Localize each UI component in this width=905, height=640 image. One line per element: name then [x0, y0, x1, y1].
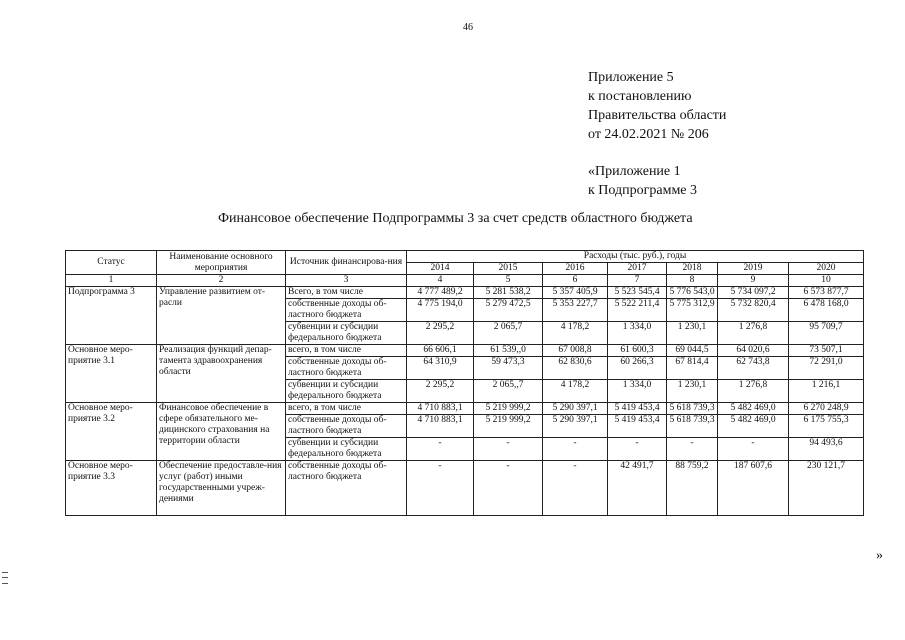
amount-cell: 5 775 312,9 — [667, 299, 718, 322]
amount-cell: 5 419 453,4 — [608, 415, 667, 438]
page-number: 46 — [463, 22, 473, 33]
amount-cell: 88 759,2 — [667, 461, 718, 516]
amount-cell: 5 482 469,0 — [718, 403, 789, 415]
amount-cell: 5 732 820,4 — [718, 299, 789, 322]
column-number: 2 — [157, 275, 286, 287]
amount-cell: - — [543, 461, 608, 516]
funding-source-cell: субвенции и субсидии федерального бюджета — [286, 438, 407, 461]
amount-cell: 5 219 999,2 — [474, 403, 543, 415]
amount-cell: 42 491,7 — [608, 461, 667, 516]
amount-cell: 4 710 883,1 — [407, 403, 474, 415]
appendix-line: к постановлению — [588, 89, 692, 104]
column-number: 7 — [608, 275, 667, 287]
amount-cell: 67 814,4 — [667, 357, 718, 380]
column-number: 1 — [66, 275, 157, 287]
amount-cell: 60 266,3 — [608, 357, 667, 380]
amount-cell: 59 473,3 — [474, 357, 543, 380]
table-row — [66, 345, 864, 357]
column-number: 9 — [718, 275, 789, 287]
funding-source-cell: всего, в том числе — [286, 403, 407, 415]
funding-source-cell: всего, в том числе — [286, 345, 407, 357]
activity-name-cell: Реализация функций депар-тамента здравоохранения области — [157, 345, 286, 403]
amount-cell: 5 522 211,4 — [608, 299, 667, 322]
table-row — [66, 403, 864, 415]
table-row — [66, 461, 864, 516]
amount-cell: 1 230,1 — [667, 380, 718, 403]
status-cell: Основное меро-приятие 3.3 — [66, 461, 157, 516]
amount-cell: 6 573 877,7 — [789, 287, 864, 299]
amount-cell: 61 600,3 — [608, 345, 667, 357]
amount-cell: 5 618 739,3 — [667, 415, 718, 438]
column-number: 4 — [407, 275, 474, 287]
funding-source-cell: собственные доходы об-ластного бюджета — [286, 299, 407, 322]
header-name: Наименование основного мероприятия — [157, 251, 286, 275]
margin-mark — [2, 572, 8, 584]
amount-cell: - — [474, 461, 543, 516]
column-number: 6 — [543, 275, 608, 287]
amount-cell: 69 044,5 — [667, 345, 718, 357]
amount-cell: 94 493,6 — [789, 438, 864, 461]
header-source: Источник финансирова-ния — [286, 251, 407, 275]
amount-cell: 2 295,2 — [407, 380, 474, 403]
amount-cell: 187 607,6 — [718, 461, 789, 516]
amount-cell: - — [608, 438, 667, 461]
amount-cell: 1 334,0 — [608, 380, 667, 403]
amount-cell: 5 482 469,0 — [718, 415, 789, 438]
appendix-header — [588, 68, 726, 200]
amount-cell: 1 216,1 — [789, 380, 864, 403]
year-header: 2016 — [543, 263, 608, 275]
year-header: 2018 — [667, 263, 718, 275]
year-header: 2019 — [718, 263, 789, 275]
year-header: 2020 — [789, 263, 864, 275]
amount-cell: 1 276,8 — [718, 322, 789, 345]
year-header: 2015 — [474, 263, 543, 275]
amount-cell: 5 419 453,4 — [608, 403, 667, 415]
amount-cell: - — [667, 438, 718, 461]
appendix-line: Приложение 5 — [588, 70, 674, 85]
amount-cell: 62 743,8 — [718, 357, 789, 380]
amount-cell: 73 507,1 — [789, 345, 864, 357]
amount-cell: 5 776 543,0 — [667, 287, 718, 299]
closing-quote: » — [876, 548, 883, 563]
status-cell: Основное меро-приятие 3.2 — [66, 403, 157, 461]
amount-cell: - — [407, 461, 474, 516]
column-number: 5 — [474, 275, 543, 287]
year-header: 2017 — [608, 263, 667, 275]
amount-cell: - — [474, 438, 543, 461]
funding-source-cell: Всего, в том числе — [286, 287, 407, 299]
amount-cell: 5 281 538,2 — [474, 287, 543, 299]
appendix-line: Правительства области — [588, 108, 727, 123]
status-cell: Подпрограмма 3 — [66, 287, 157, 345]
amount-cell: 230 121,7 — [789, 461, 864, 516]
amount-cell: 6 175 755,3 — [789, 415, 864, 438]
amount-cell: 67 008,8 — [543, 345, 608, 357]
amount-cell: 5 618 739,3 — [667, 403, 718, 415]
amount-cell: 1 276,8 — [718, 380, 789, 403]
amount-cell: 5 290 397,1 — [543, 403, 608, 415]
funding-source-cell: субвенции и субсидии федерального бюджета — [286, 380, 407, 403]
amount-cell: 2 295,2 — [407, 322, 474, 345]
column-number: 3 — [286, 275, 407, 287]
amount-cell: 5 353 227,7 — [543, 299, 608, 322]
funding-source-cell: собственные доходы об-ластного бюджета — [286, 357, 407, 380]
year-header: 2014 — [407, 263, 474, 275]
appendix-line: к Подпрограмме 3 — [588, 183, 698, 198]
activity-name-cell: Обеспечение предоставле-ния услуг (работ) иными государственными учреж-дениями — [157, 461, 286, 516]
table-row — [66, 287, 864, 299]
status-cell: Основное меро-приятие 3.1 — [66, 345, 157, 403]
amount-cell: 4 775 194,0 — [407, 299, 474, 322]
amount-cell: - — [407, 438, 474, 461]
funding-source-cell: собственные доходы об-ластного бюджета — [286, 415, 407, 438]
amount-cell: 62 830,6 — [543, 357, 608, 380]
funding-source-cell: субвенции и субсидии федерального бюджета — [286, 322, 407, 345]
amount-cell: 5 734 097,2 — [718, 287, 789, 299]
amount-cell: 5 279 472,5 — [474, 299, 543, 322]
amount-cell: 2 065,7 — [474, 322, 543, 345]
amount-cell: - — [718, 438, 789, 461]
amount-cell: 1 334,0 — [608, 322, 667, 345]
amount-cell: 4 178,2 — [543, 322, 608, 345]
document-title: Финансовое обеспечение Подпрограммы 3 за счет средств областного бюджета — [218, 211, 693, 226]
amount-cell: 64 020,6 — [718, 345, 789, 357]
amount-cell: 4 777 489,2 — [407, 287, 474, 299]
header-status: Статус — [66, 251, 157, 275]
column-number: 10 — [789, 275, 864, 287]
activity-name-cell: Управление развитием от-расли — [157, 287, 286, 345]
amount-cell: 61 539,,0 — [474, 345, 543, 357]
amount-cell: 64 310,9 — [407, 357, 474, 380]
amount-cell: 5 523 545,4 — [608, 287, 667, 299]
amount-cell: 5 290 397,1 — [543, 415, 608, 438]
amount-cell: 66 606,1 — [407, 345, 474, 357]
funding-source-cell: собственные доходы об-ластного бюджета — [286, 461, 407, 516]
amount-cell: 6 478 168,0 — [789, 299, 864, 322]
amount-cell: 5 219 999,2 — [474, 415, 543, 438]
amount-cell: - — [543, 438, 608, 461]
amount-cell: 4 710 883,1 — [407, 415, 474, 438]
appendix-line: «Приложение 1 — [588, 164, 681, 179]
amount-cell: 6 270 248,9 — [789, 403, 864, 415]
amount-cell: 5 357 405,9 — [543, 287, 608, 299]
amount-cell: 4 178,2 — [543, 380, 608, 403]
amount-cell: 1 230,1 — [667, 322, 718, 345]
column-number: 8 — [667, 275, 718, 287]
financing-table — [65, 250, 864, 516]
amount-cell: 2 065,,7 — [474, 380, 543, 403]
appendix-line: от 24.02.2021 № 206 — [588, 127, 709, 142]
header-expenses: Расходы (тыс. руб.), годы — [407, 251, 864, 263]
amount-cell: 72 291,0 — [789, 357, 864, 380]
amount-cell: 95 709,7 — [789, 322, 864, 345]
activity-name-cell: Финансовое обеспечение в сфере обязательного ме-дицинского страхования на территории области — [157, 403, 286, 461]
